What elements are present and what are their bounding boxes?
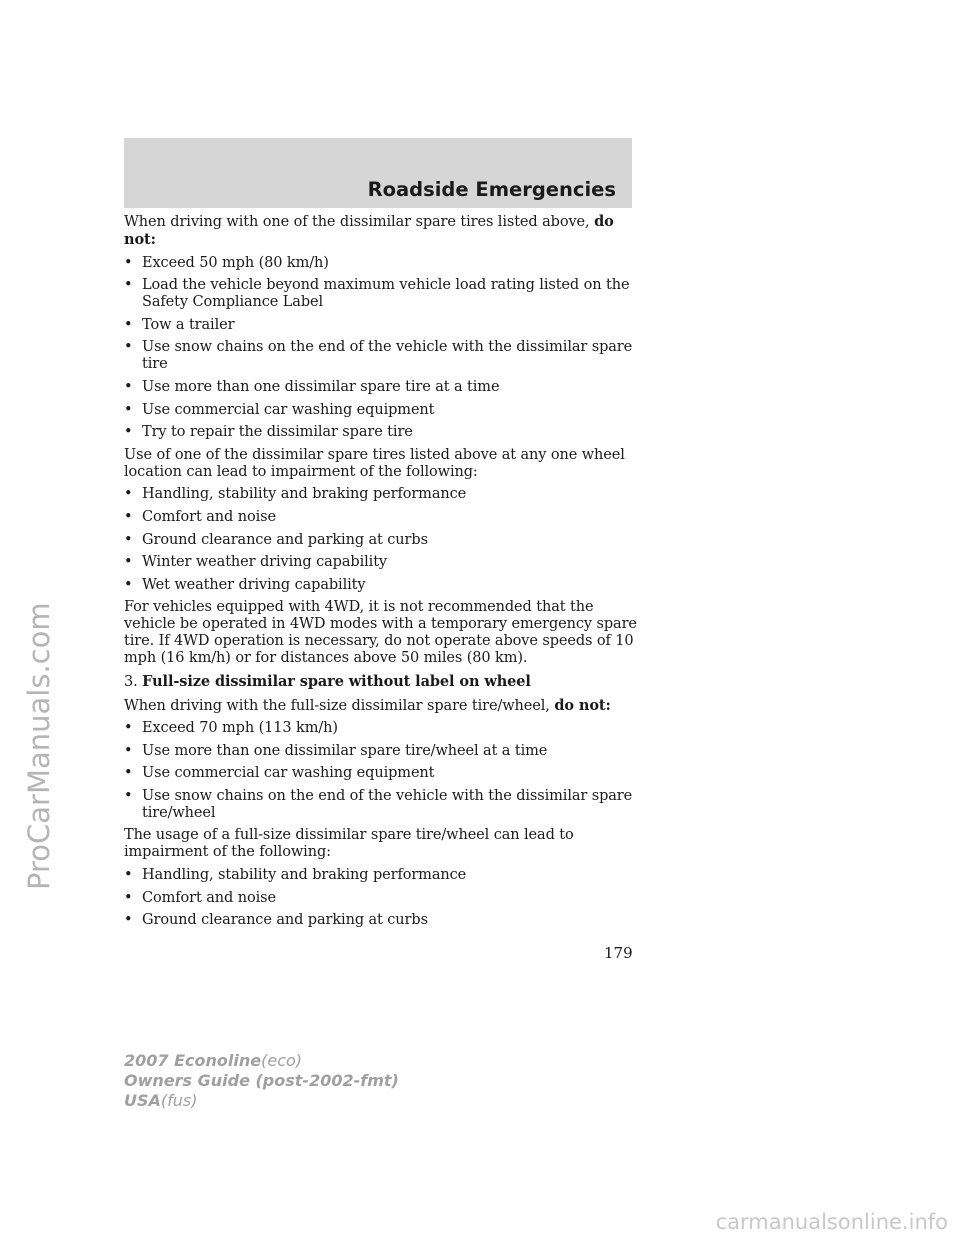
list-item	[124, 339, 639, 373]
list-item	[124, 554, 639, 571]
list-item	[124, 867, 639, 884]
list-item	[124, 277, 639, 311]
list-item	[124, 255, 639, 272]
list-item	[124, 379, 639, 396]
list-item	[124, 402, 639, 419]
footer-line-market	[124, 1091, 399, 1111]
item-3-title: Full-size dissimilar spare without label on wheel	[142, 672, 531, 690]
list-item	[124, 912, 639, 929]
list-item	[124, 788, 639, 822]
full-size-do-not: do not:	[554, 696, 611, 714]
list-item	[124, 532, 639, 549]
bullet-icon: •	[124, 531, 133, 548]
bullet-icon: •	[124, 912, 133, 929]
footer-market: USA	[124, 1091, 161, 1110]
footer-model-code: (eco)	[261, 1051, 303, 1070]
full-size-text: When driving with the full-size dissimilar spare tire/wheel,	[124, 697, 555, 714]
footer-market-code: (fus)	[160, 1091, 198, 1110]
list-item-text: Use snow chains on the end of the vehicle with the dissimilar spare tire	[142, 339, 633, 373]
list-item-text: Use more than one dissimilar spare tire/wheel at a time	[142, 742, 548, 759]
bullet-icon: •	[124, 742, 133, 759]
list-item	[124, 486, 639, 503]
bullet-icon: •	[124, 486, 133, 503]
list-item-text: Load the vehicle beyond maximum vehicle load rating listed on the Safety Compliance Label	[142, 277, 630, 311]
footer-line-model	[124, 1051, 399, 1071]
bullet-icon: •	[124, 576, 133, 593]
bullet-icon: •	[124, 554, 133, 571]
item-3-number: 3.	[124, 673, 138, 690]
page-content	[124, 213, 639, 935]
list-item	[124, 890, 639, 907]
item-3-heading	[124, 673, 639, 691]
list-item-text: Ground clearance and parking at curbs	[142, 531, 428, 548]
list-item-text: Exceed 70 mph (113 km/h)	[142, 720, 338, 737]
usage-paragraph: The usage of a full-size dissimilar spare tire/wheel can lead to impairment of the following:	[124, 827, 574, 861]
bullet-icon: •	[124, 254, 133, 271]
page-number: 179	[604, 944, 633, 962]
list-item-text: Handling, stability and braking performance	[142, 867, 467, 884]
bullet-icon: •	[124, 339, 133, 356]
list-item	[124, 317, 639, 334]
list-item	[124, 577, 639, 594]
list-item-text: Use commercial car washing equipment	[142, 765, 435, 782]
list-item-text: Winter weather driving capability	[142, 554, 388, 571]
list-item-text: Use snow chains on the end of the vehicle with the dissimilar spare tire/wheel	[142, 787, 633, 821]
bullet-icon: •	[124, 424, 133, 441]
bullet-icon: •	[124, 508, 133, 525]
footer-guide: Owners Guide (post-2002-fmt)	[124, 1071, 399, 1090]
4wd-paragraph: For vehicles equipped with 4WD, it is not recommended that the vehicle be operated in 4WD modes with a temporary emergency spare tire. If 4WD operation is necessary, do not operate above speeds of 10 mph (16 km/h) or for distances above 50 miles (80 km).	[124, 599, 637, 667]
restrictions-list	[124, 255, 639, 442]
list-item-text: Comfort and noise	[142, 889, 276, 906]
intro-paragraph	[124, 213, 639, 249]
bullet-icon: •	[124, 787, 133, 804]
list-item-text: Comfort and noise	[142, 508, 276, 525]
list-item	[124, 424, 639, 441]
bullet-icon: •	[124, 889, 133, 906]
bullet-icon: •	[124, 277, 133, 294]
list-item-text: Exceed 50 mph (80 km/h)	[142, 254, 329, 271]
bullet-icon: •	[124, 378, 133, 395]
list-item	[124, 765, 639, 782]
impairment-list	[124, 486, 639, 593]
footer-model: 2007 Econoline	[124, 1051, 262, 1070]
bullet-icon: •	[124, 316, 133, 333]
section-header-band	[124, 138, 632, 208]
usage-impairment-list	[124, 867, 639, 929]
section-title: Roadside Emergencies	[367, 178, 616, 201]
bullet-icon: •	[124, 867, 133, 884]
intro-text: When driving with one of the dissimilar spare tires listed above,	[124, 214, 595, 230]
list-item-text: Use more than one dissimilar spare tire at a time	[142, 378, 500, 395]
bullet-icon: •	[124, 401, 133, 418]
list-item-text: Wet weather driving capability	[142, 576, 366, 593]
list-item-text: Handling, stability and braking performance	[142, 486, 467, 503]
document-footer	[124, 1051, 399, 1111]
full-size-paragraph	[124, 697, 639, 715]
list-item	[124, 509, 639, 526]
impairment-paragraph: Use of one of the dissimilar spare tires listed above at any one wheel location can lead to impairment of the following:	[124, 446, 625, 480]
list-item-text: Try to repair the dissimilar spare tire	[142, 424, 413, 441]
list-item	[124, 720, 639, 737]
list-item-text: Tow a trailer	[142, 316, 235, 333]
intro-do-not: do not:	[124, 213, 614, 248]
bullet-icon: •	[124, 765, 133, 782]
bottom-watermark: carmanualsonline.info	[715, 1210, 948, 1234]
full-size-restrictions-list	[124, 720, 639, 822]
list-item-text: Use commercial car washing equipment	[142, 401, 435, 418]
bullet-icon: •	[124, 720, 133, 737]
list-item	[124, 743, 639, 760]
side-watermark: ProCarManuals.com	[22, 602, 56, 890]
list-item-text: Ground clearance and parking at curbs	[142, 912, 428, 929]
